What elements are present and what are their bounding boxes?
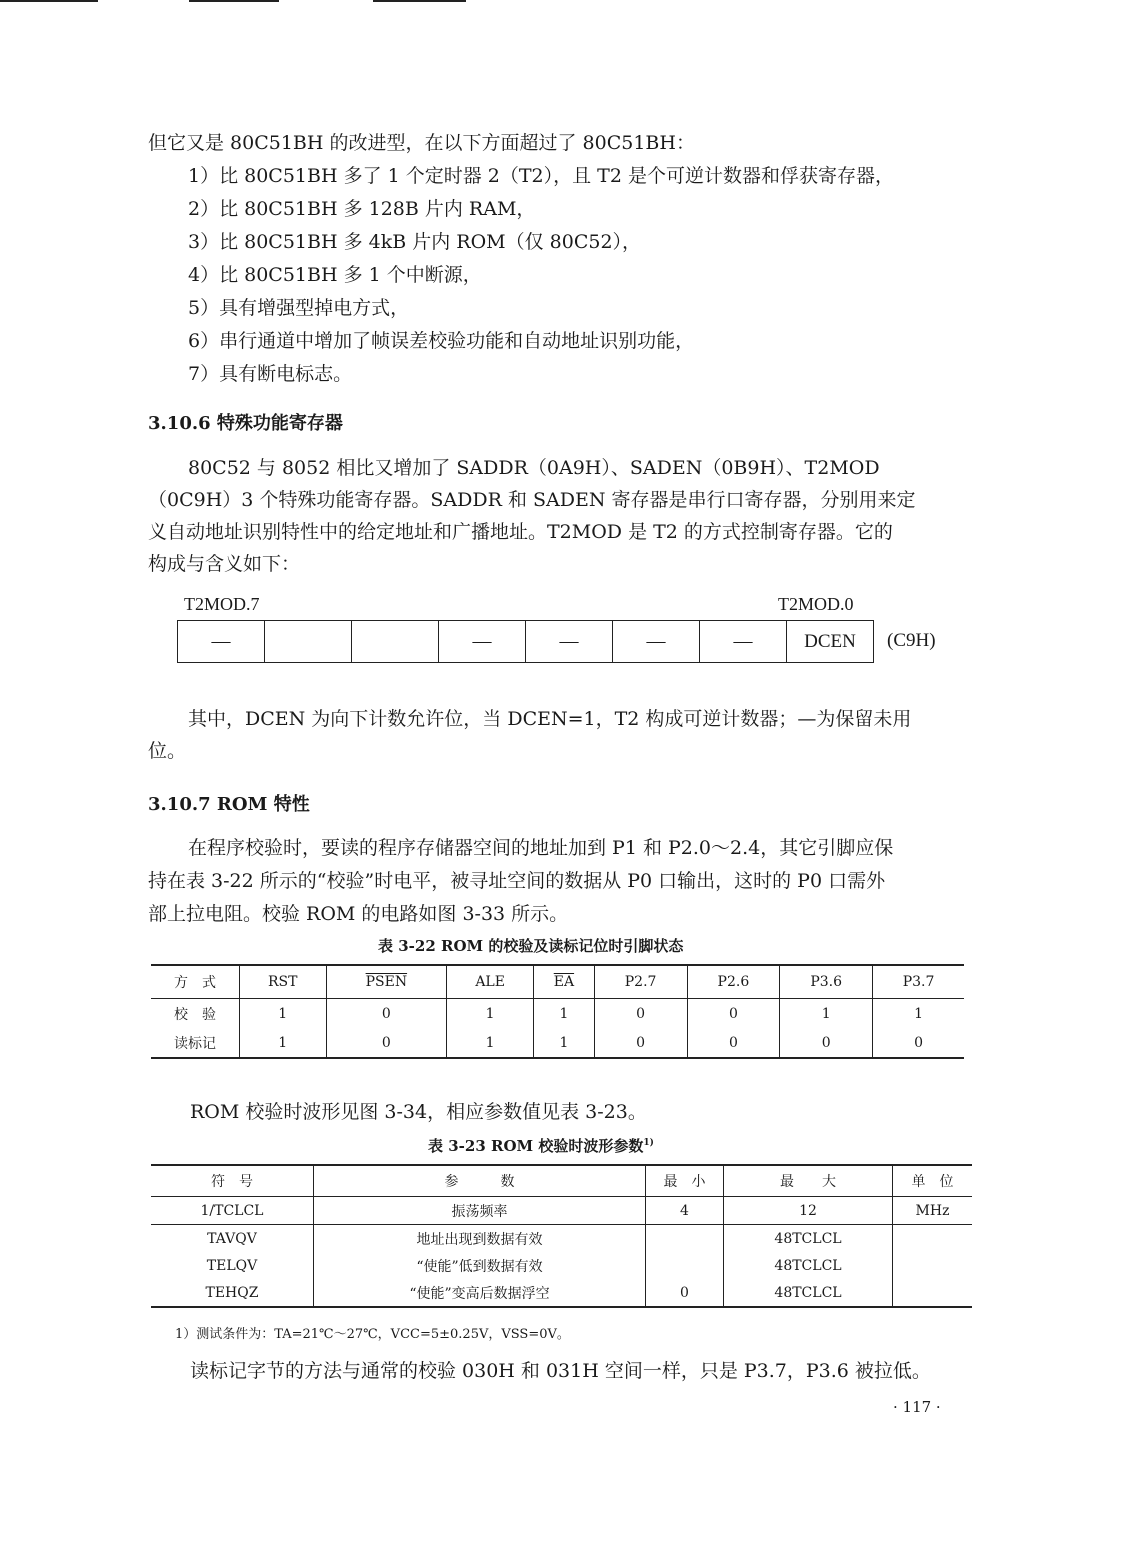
list-item: 5）具有增强型掉电方式， [188,297,410,319]
table-cell: 12 [724,1197,893,1225]
table-header-cell: 参 数 [314,1165,646,1197]
section-heading: 3.10.7 ROM 特性 [148,794,310,815]
table-cell: TEHQZ [205,1284,259,1301]
table-cell: 0 [326,1028,447,1058]
table-footnote: 1）测试条件为：TA=21℃～27℃，VCC=5±0.25V，VSS=0V。 [175,1327,570,1342]
section-heading: 3.10.6 特殊功能寄存器 [148,413,343,434]
top-rule [373,0,466,2]
t2mod-register [177,620,874,663]
table-header-cell: P2.7 [594,965,687,999]
table-header-cell: 符 号 [151,1165,314,1197]
table-3-23 [151,1164,972,1308]
table-cell: 0 [646,1279,724,1307]
table-cell: 0 [687,1028,780,1058]
top-rule [0,0,98,2]
list-item: 1）比 80C51BH 多了 1 个定时器 2（T2），且 T2 是个可逆计数器和俘获寄存器， [188,165,894,187]
table-cell: 48TCLCL [724,1225,893,1253]
table-header-cell [534,965,595,999]
list-item: 7）具有断电标志。 [188,363,353,385]
table-cell [893,1279,973,1307]
table-row [151,1279,972,1307]
psen-label: PSEN [365,974,408,990]
table-cell [893,1225,973,1253]
paragraph-line: 80C52 与 8052 相比又增加了 SADDR（0A9H）、SADEN（0B9H）、T2MOD [188,457,880,479]
register-bit [264,620,351,663]
paragraph-line: ROM 校验时波形见图 3-34，相应参数值见表 3-23。 [190,1101,647,1123]
footnote-marker: 1) [643,1138,654,1148]
table-header-cell: P3.6 [780,965,873,999]
table-row [151,999,964,1029]
table-cell: 地址出现到数据有效 [314,1225,646,1253]
table-cell: 读标记 [174,1035,216,1052]
paragraph-line: （0C9H）3 个特殊功能寄存器。SADDR 和 SADEN 寄存器是串行口寄存器，分别用来定 [148,489,916,511]
ea-label: $\overline{EA}$ [553,974,575,990]
paragraph-line: 构成与含义如下： [148,553,301,575]
table-cell: 0 [594,1028,687,1058]
table-cell: 振荡频率 [314,1197,646,1225]
table-header-cell: P3.7 [873,965,964,999]
table-3-22 [151,964,964,1059]
register-bit: — [438,620,525,663]
table-caption [428,1135,654,1156]
register-bit: — [612,620,699,663]
table-header-row [151,1165,972,1197]
intro-paragraph: 但它又是 80C51BH 的改进型，在以下方面超过了 80C51BH： [148,132,695,154]
paragraph-line: 读标记字节的方法与通常的校验 030H 和 031H 空间一样，只是 P3.7，P3.6 被拉低。 [190,1360,931,1382]
register-bit: — [525,620,612,663]
paragraph-line: 义自动地址识别特性中的给定地址和广播地址。T2MOD 是 T2 的方式控制寄存器。它的 [148,521,893,543]
table-cell [893,1252,973,1279]
paragraph-line: 持在表 3-22 所示的“校验”时电平，被寻址空间的数据从 P0 口输出，这时的 P0 口需外 [148,870,886,892]
table-cell: 1 [534,999,595,1029]
list-item: 6）串行通道中增加了帧误差校验功能和自动地址识别功能， [188,330,695,352]
table-header-cell: 单 位 [893,1165,973,1197]
table-row [151,1197,972,1225]
register-bit: — [177,620,264,663]
table-row [151,1252,972,1279]
table-cell: 1/TCLCL [151,1197,314,1225]
table-cell: 0 [326,999,447,1029]
table-cell: MHz [893,1197,973,1225]
table-row [151,1225,972,1253]
table-cell: 1 [873,999,964,1029]
top-rule [189,0,279,2]
register-msb-label: T2MOD.7 [184,594,260,614]
table-cell: 0 [780,1028,873,1058]
list-item: 3）比 80C51BH 多 4kB 片内 ROM（仅 80C52）， [188,231,642,253]
table-caption: 表 3-22 ROM 的校验及读标记位时引脚状态 [378,937,684,955]
table-header-cell: P2.6 [687,965,780,999]
table-cell: 1 [240,1028,327,1058]
table-header-cell: RST [240,965,327,999]
table-cell: 校 验 [174,1006,216,1023]
table-caption-text: 表 3-23 ROM 校验时波形参数 [428,1137,644,1155]
table-cell: 48TCLCL [724,1252,893,1279]
table-cell [646,1252,724,1279]
list-item: 2）比 80C51BH 多 128B 片内 RAM， [188,198,536,220]
table-cell: 0 [594,999,687,1029]
table-header-cell: 最 小 [646,1165,724,1197]
table-row [151,1028,964,1058]
table-cell [646,1225,724,1253]
table-cell: 1 [447,999,534,1029]
table-cell: TELQV [206,1257,258,1274]
table-cell: 1 [780,999,873,1029]
table-cell: 1 [534,1028,595,1058]
table-header-cell: 最 大 [724,1165,893,1197]
paragraph-line: 位。 [148,740,187,762]
list-item: 4）比 80C51BH 多 1 个中断源， [188,264,482,286]
table-cell: “使能”低到数据有效 [314,1252,646,1279]
table-header-cell [326,965,447,999]
register-bit [351,620,438,663]
paragraph-line: 其中，DCEN 为向下计数允许位，当 DCEN=1，T2 构成可逆计数器；—为保留未用 [188,708,912,730]
paragraph-line: 部上拉电阻。校验 ROM 的电路如图 3-33 所示。 [148,903,569,925]
table-cell: TAVQV [207,1230,257,1247]
table-header-cell: ALE [447,965,534,999]
table-header-row [151,965,964,999]
table-cell: 1 [447,1028,534,1058]
table-cell: “使能”变高后数据浮空 [314,1279,646,1307]
table-header-cell: 方 式 [151,965,240,999]
table-cell: 48TCLCL [724,1279,893,1307]
table-cell: 0 [873,1028,964,1058]
table-cell: 4 [646,1197,724,1225]
register-address: (C9H) [887,630,936,651]
paragraph-line: 在程序校验时，要读的程序存储器空间的地址加到 P1 和 P2.0～2.4，其它引脚应保 [188,837,894,859]
page-number: · 117 · [893,1398,941,1416]
register-lsb-label: T2MOD.0 [778,594,854,614]
table-cell: 0 [687,999,780,1029]
register-bit: DCEN [786,620,874,663]
table-cell: 1 [240,999,327,1029]
register-bit: — [699,620,786,663]
